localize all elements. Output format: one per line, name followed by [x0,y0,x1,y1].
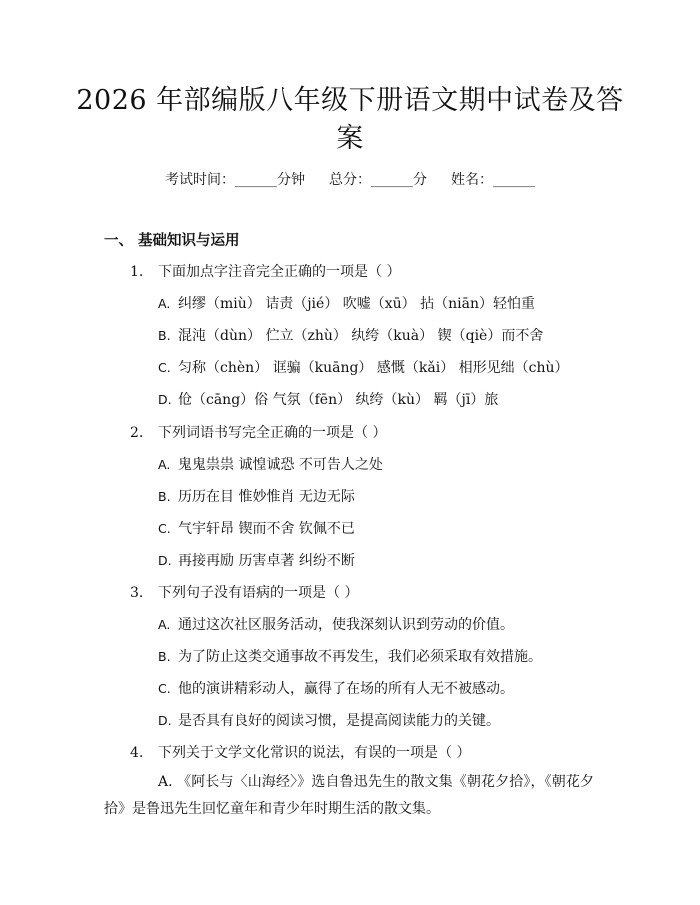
page-title-continued: 案 [336,123,364,154]
question-1-option-b: B. 混沌（dùn） 伫立（zhù） 纨绔（kuà） 锲（qiè）而不舍 [158,328,544,344]
total-score-field: 总分：______分 [329,172,427,188]
student-name-field: 姓名：______ [451,172,535,188]
question-3-option-c: C. 他的演讲精彩动人，赢得了在场的所有人无不被感动。 [158,681,514,697]
question-1-option-d: D. 伧（cāng）俗 气氛（fēn） 纨绔（kù） 羁（jī）旅 [158,392,499,408]
question-2-option-d: D. 再接再励 历害卓著 纠纷不断 [158,553,355,569]
question-1-stem: 1. 下面加点字注音完全正确的一项是（ ） [130,264,401,280]
exam-time-field: 考试时间：______分钟 [165,172,305,188]
question-3-option-a: A. 通过这次社区服务活动，使我深刻认识到劳动的价值。 [158,617,514,633]
question-3-option-d: D. 是否具有良好的阅读习惯，是提高阅读能力的关键。 [158,713,500,729]
question-3-option-b: B. 为了防止这类交通事故不再发生，我们必须采取有效措施。 [158,649,542,665]
section-label: 基础知识与运用 [138,232,240,249]
question-4-option-a: A. 《阿长与〈山海经〉》选自鲁迅先生的散文集《朝花夕拾》，《朝花夕拾》是鲁迅先生回忆童年和青少年时期生活的散文集。 [104,774,594,817]
section-heading [104,229,240,250]
question-2-stem: 2. 下列词语书写完全正确的一项是（ ） [130,425,387,441]
page-title: 2026 年部编版八年级下册语文期中试卷及答 [76,85,624,116]
question-3-stem: 3. 下列句子没有语病的一项是（ ） [130,585,359,601]
question-2-option-b: B. 历历在目 惟妙惟肖 无边无际 [158,489,355,505]
section-number: 一、 [104,232,133,249]
exam-meta-line [0,169,700,189]
question-2-option-a: A. 鬼鬼祟祟 诚惶诚恐 不可告人之处 [158,457,383,473]
question-4-stem: 4. 下列关于文学文化常识的说法，有误的一项是（ ） [130,745,471,761]
question-1-option-c: C. 匀称（chèn） 诓骗（kuāng） 感慨（kǎi） 相形见绌（chù） [158,360,569,376]
question-2-option-c: C. 气宇轩昂 锲而不舍 钦佩不已 [158,521,355,537]
question-1-option-a: A. 纠缪（miù） 诘责（jié） 吹嘘（xū） 拈（niān）轻怕重 [158,296,535,312]
